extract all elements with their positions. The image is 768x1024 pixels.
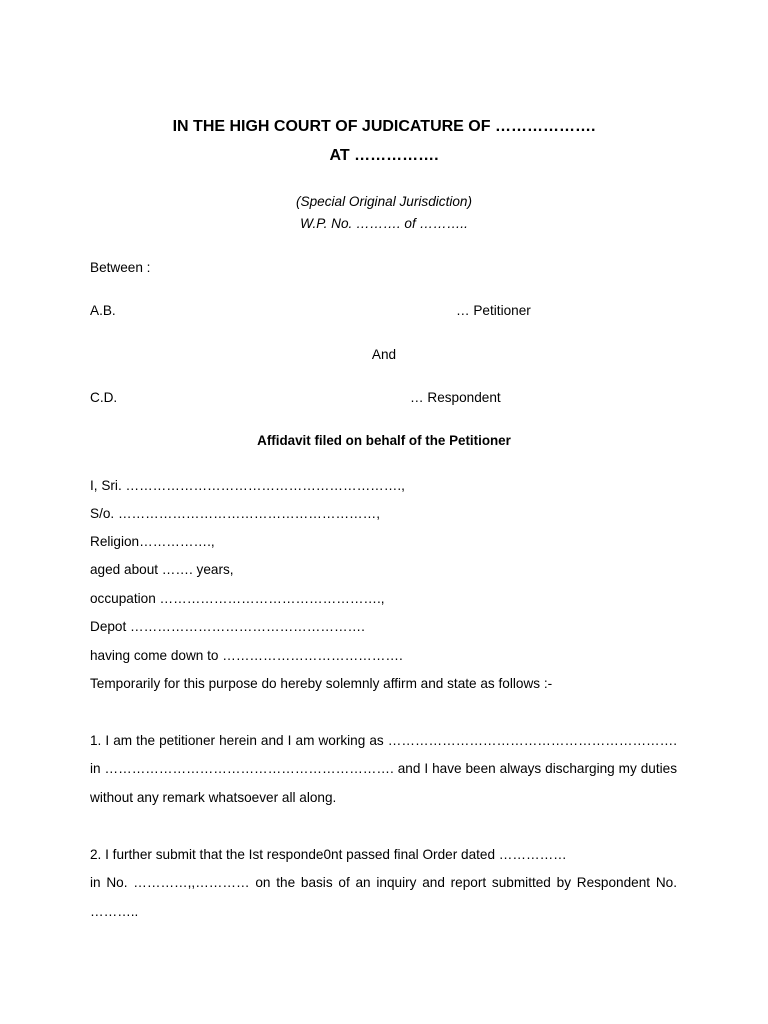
deponent-name-line: I, Sri. …………………………………………………….,	[90, 478, 405, 493]
paragraph-1-line-2: in ………………………………………………………. and I have been always discharging my duties	[90, 761, 677, 776]
deponent-age-line: aged about ……. years,	[90, 562, 234, 577]
respondent-name: C.D.	[90, 390, 118, 405]
deponent-residence-line: having come down to ………………………………….	[90, 648, 403, 663]
deponent-depot-line: Depot …………………………………………….	[90, 619, 365, 634]
paragraph-1-line-3: without any remark whatsoever all along.	[90, 790, 337, 805]
court-location: AT …………….	[329, 147, 439, 164]
writ-petition-number: W.P. No. ………. of ………..	[300, 216, 468, 231]
petitioner-role: … Petitioner	[456, 303, 531, 318]
paragraph-1-line-1: 1. I am the petitioner herein and I am working as ……………………………………………………….	[90, 733, 677, 748]
petitioner-name: A.B.	[90, 303, 116, 318]
deponent-parent-line: S/o. …………………………………………………,	[90, 506, 381, 521]
and-label: And	[371, 347, 397, 362]
paragraph-2-line-1: 2. I further submit that the Ist responde0nt passed final Order dated ……………	[90, 847, 567, 862]
court-title: IN THE HIGH COURT OF JUDICATURE OF ……………….	[172, 118, 596, 135]
jurisdiction-label: (Special Original Jurisdiction)	[295, 194, 473, 209]
affidavit-heading: Affidavit filed on behalf of the Petitioner	[257, 433, 511, 448]
respondent-role: … Respondent	[410, 390, 501, 405]
between-label: Between :	[90, 260, 151, 275]
deponent-religion-line: Religion…………….,	[90, 534, 215, 549]
paragraph-2-line-2: in No. …………,,………… on the basis of an inquiry and report submitted by Respondent No.	[90, 875, 677, 890]
affirmation-statement: Temporarily for this purpose do hereby solemnly affirm and state as follows :-	[90, 676, 553, 691]
deponent-occupation-line: occupation ………………………………………….,	[90, 591, 385, 606]
paragraph-2-line-3: ………..	[90, 904, 139, 919]
